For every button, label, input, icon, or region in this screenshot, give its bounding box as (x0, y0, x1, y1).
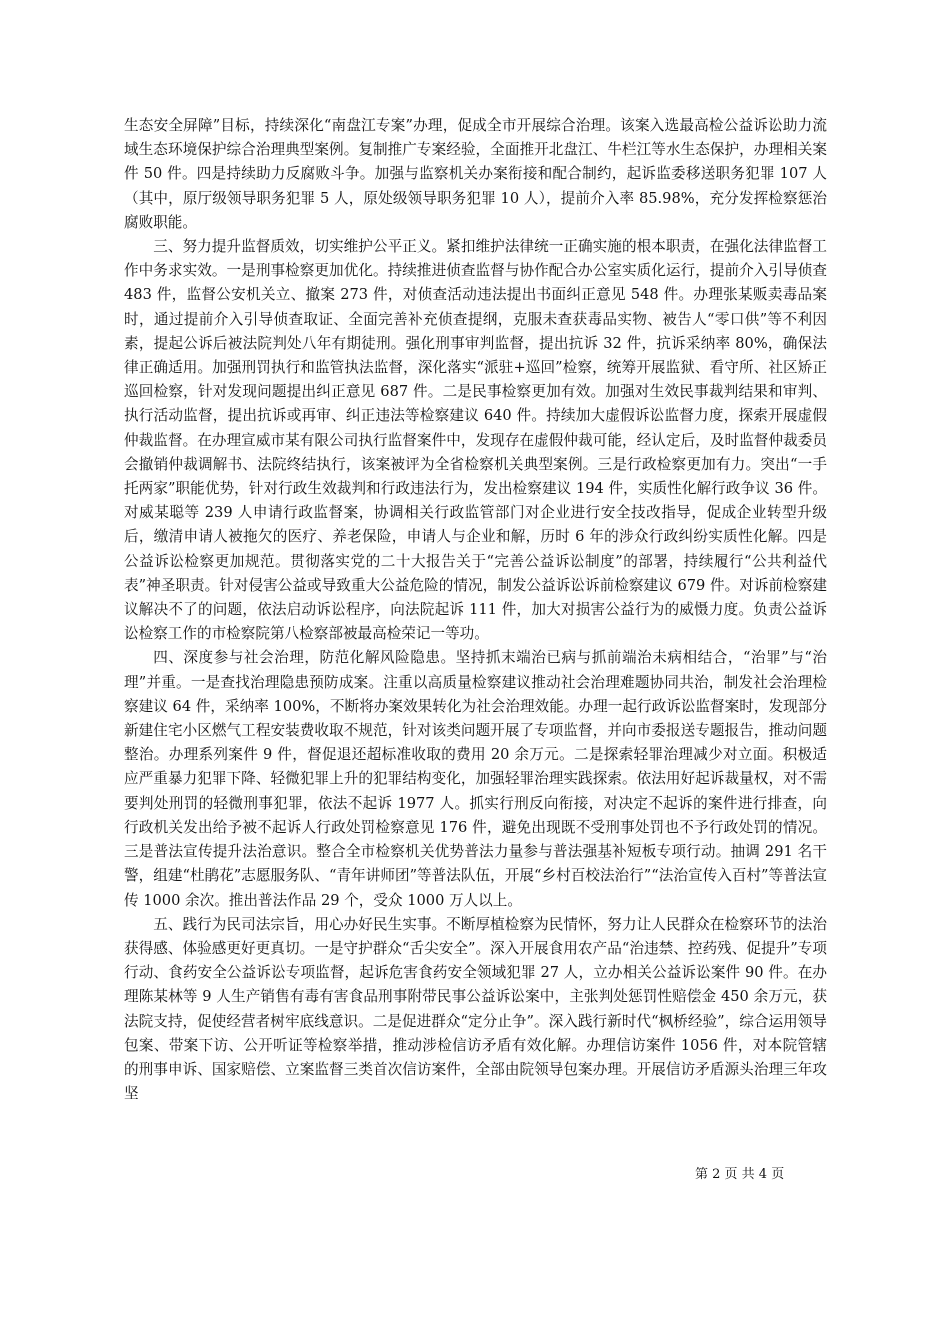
document-body (124, 114, 827, 1106)
paragraph-ecology-anticorruption: 生态安全屏障”目标，持续深化“南盘江专案”办理，促成全市开展综合治理。该案入选最高检公益诉讼助力流域生态环境保护综合治理典型案例。复制推广专案经验，全面推开北盘江、牛栏江等水生态保护，办理相关案件 50 件。四是持续助力反腐败斗争。加强与监察机关办案衔接和配合制约，起诉监委移送职务犯罪 107 人（其中，原厅级领导职务犯罪 5 人，原处级领导职务犯罪 10 人），提前介入率 85.98%，充分发挥检察惩治腐败职能。 (124, 117, 827, 231)
page-number-footer: 第 2 页 共 4 页 (695, 1167, 785, 1182)
paragraph-people-livelihood: 五、践行为民司法宗旨，用心办好民生实事。不断厚植检察为民情怀，努力让人民群众在检察环节的法治获得感、体验感更好更真切。一是守护群众“舌尖安全”。深入开展食用农产品“治违禁、控药残、促提升”专项行动、食药安全公益诉讼专项监督，起诉危害食药安全领域犯罪 27 人，立办相关公益诉讼案件 90 件。在办理陈某林等 9 人生产销售有毒有害食品刑事附带民事公益诉讼案中，主张判处惩罚性赔偿金 450 余万元，获法院支持，促使经营者树牢底线意识。二是促进群众“定分止争”。深入践行新时代“枫桥经验”，综合运用领导包案、带案下访、公开听证等检察举措，推动涉检信访矛盾有效化解。办理信访案件 1056 件，对本院管辖的刑事申诉、国家赔偿、立案监督三类首次信访案件，全部由院领导包案办理。开展信访矛盾源头治理三年攻坚 (124, 915, 827, 1103)
paragraph-social-governance: 四、深度参与社会治理，防范化解风险隐患。坚持抓末端治已病与抓前端治未病相结合，“治罪”与“治理”并重。一是查找治理隐患预防成案。注重以高质量检察建议推动社会治理难题协同共治，制发社会治理检察建议 64 件，采纳率 100%，不断将办案效果转化为社会治理效能。办理一起行政诉讼监督案时，发现部分新建住宅小区燃气工程安装费收取不规范，针对该类问题开展了专项监督，并向市委报送专题报告，推动问题整治。办理系列案件 9 件，督促退还超标准收取的费用 20 余万元。二是探索轻罪治理减少对立面。积极适应严重暴力犯罪下降、轻微犯罪上升的犯罪结构变化，加强轻罪治理实践探索。依法用好起诉裁量权，对不需要判处刑罚的轻微刑事犯罪，依法不起诉 1977 人。抓实行刑反向衔接，对决定不起诉的案件进行排查，向行政机关发出给予被不起诉人行政处罚检察意见 176 件，避免出现既不受刑事处罚也不予行政处罚的情况。三是普法宣传提升法治意识。整合全市检察机关优势普法力量参与普法强基补短板专项行动。抽调 291 名干警，组建“杜鹃花”志愿服务队、“青年讲师团”等普法队伍，开展“乡村百校法治行”“法治宣传入百村”等普法宣传 1000 余次。推出普法作品 29 个，受众 1000 万人以上。 (124, 649, 827, 909)
paragraph-supervision-quality: 三、努力提升监督质效，切实维护公平正义。紧扣维护法律统一正确实施的根本职责，在强化法律监督工作中务求实效。一是刑事检察更加优化。持续推进侦查监督与协作配合办公室实质化运行，提前介入引导侦查 483 件，监督公安机关立、撤案 273 件，对侦查活动违法提出书面纠正意见 548 件。办理张某贩卖毒品案时，通过提前介入引导侦查取证、全面完善补充侦查提纲，克服未查获毒品实物、被告人“零口供”等不利因素，提起公诉后被法院判处八年有期徒刑。强化刑事审判监督，提出抗诉 32 件，抗诉采纳率 80%，确保法律正确适用。加强刑罚执行和监管执法监督，深化落实“派驻+巡回”检察，统筹开展监狱、看守所、社区矫正巡回检察，针对发现问题提出纠正意见 687 件。二是民事检察更加有效。加强对生效民事裁判结果和审判、执行活动监督，提出抗诉或再审、纠正违法等检察建议 640 件。持续加大虚假诉讼监督力度，探索开展虚假仲裁监督。在办理宣威市某有限公司执行监督案件中，发现存在虚假仲裁可能，经认定后，及时监督仲裁委员会撤销仲裁调解书、法院终结执行，该案被评为全省检察机关典型案例。三是行政检察更加有力。突出“一手托两家”职能优势，针对行政生效裁判和行政违法行为，发出检察建议 194 件，实质性化解行政争议 36 件。对威某聪等 239 人申请行政监督案，协调相关行政监管部门对企业进行安全技改指导，促成企业转型升级后，缴清申请人被拖欠的医疗、养老保险，申请人与企业和解，历时 6 年的涉众行政纠纷实质性化解。四是公益诉讼检察更加规范。贯彻落实党的二十大报告关于“完善公益诉讼制度”的部署，持续履行“公共利益代表”神圣职责。针对侵害公益或导致重大公益危险的情况，制发公益诉讼诉前检察建议 679 件。对诉前检察建议解决不了的问题，依法启动诉讼程序，向法院起诉 111 件，加大对损害公益行为的威慑力度。负责公益诉讼检察工作的市检察院第八检察部被最高检荣记一等功。 (124, 238, 827, 643)
